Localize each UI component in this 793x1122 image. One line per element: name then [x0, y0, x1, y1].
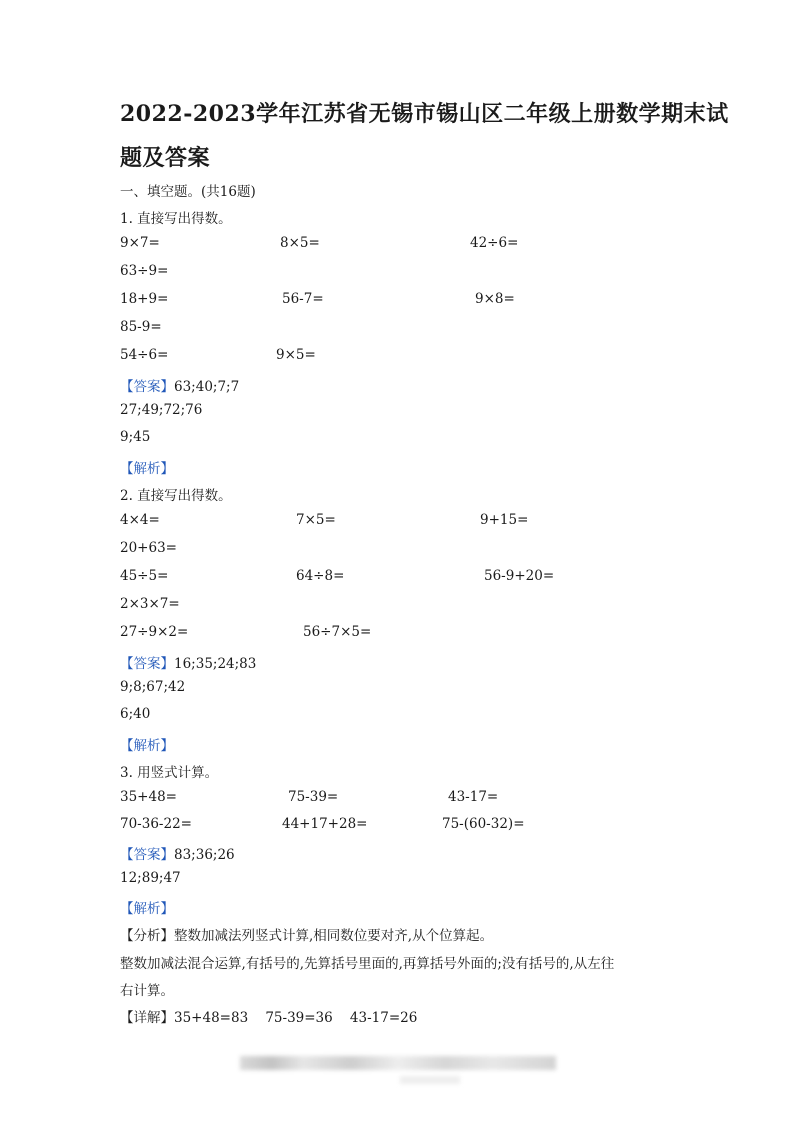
answer-tag: 【答案】 [120, 379, 174, 395]
q1-analysis-tag: 【解析】 [120, 461, 174, 477]
q1-expr: 9×8= [475, 291, 515, 307]
answer-tag: 【答案】 [120, 847, 174, 863]
q2-answer-cont: 9;8;67;42 [120, 679, 186, 695]
q3-prompt: 3. 用竖式计算。 [120, 765, 219, 781]
q3-expr: 75-(60-32)= [442, 816, 525, 832]
q1-expr: 8×5= [280, 235, 320, 251]
q1-answer [120, 375, 239, 395]
q1-expr: 63÷9= [120, 263, 169, 279]
q1-prompt: 1. 直接写出得数。 [120, 211, 232, 227]
q2-prompt: 2. 直接写出得数。 [120, 488, 232, 504]
answer-values: 83;36;26 [174, 847, 235, 863]
q3-rule-line-1: 整数加减法混合运算,有括号的,先算括号里面的,再算括号外面的;没有括号的,从左往 [120, 956, 615, 972]
detail-tag: 【详解】 [120, 1010, 174, 1026]
q2-analysis-tag: 【解析】 [120, 738, 174, 754]
q2-expr: 9+15= [480, 512, 529, 528]
answer-values: 16;35;24;83 [174, 656, 257, 672]
q2-expr: 27÷9×2= [120, 624, 189, 640]
q3-analysis-tag: 【解析】 [120, 901, 174, 917]
answer-values: 63;40;7;7 [174, 379, 240, 395]
q1-answer-cont: 27;49;72;76 [120, 402, 203, 418]
q3-expr: 75-39= [288, 789, 339, 805]
q3-expr: 43-17= [448, 789, 499, 805]
detail-values: 35+48=83 75-39=36 43-17=26 [174, 1010, 418, 1026]
q1-expr: 42÷6= [470, 235, 519, 251]
q1-expr: 9×5= [276, 347, 316, 363]
q1-expr: 18+9= [120, 291, 169, 307]
q2-expr: 64÷8= [296, 568, 345, 584]
q3-expr: 70-36-22= [120, 816, 192, 832]
q3-detail [120, 1006, 417, 1026]
q1-expr: 9×7= [120, 235, 160, 251]
q2-expr: 56÷7×5= [303, 624, 372, 640]
q2-answer-cont: 6;40 [120, 706, 151, 722]
q2-expr: 56-9+20= [484, 568, 555, 584]
answer-tag: 【答案】 [120, 656, 174, 672]
q2-answer [120, 652, 256, 672]
q3-rule-line-2: 右计算。 [120, 983, 174, 999]
q1-expr: 54÷6= [120, 347, 169, 363]
q2-expr: 20+63= [120, 540, 177, 556]
q1-expr: 85-9= [120, 319, 162, 335]
q2-expr: 4×4= [120, 512, 160, 528]
document-title-line-2: 题及答案 [120, 145, 211, 171]
section-heading: 一、填空题。(共16题) [120, 184, 256, 200]
q3-answer-cont: 12;89;47 [120, 870, 181, 886]
q3-expr: 35+48= [120, 789, 177, 805]
document-title-line-1: 2022-2023学年江苏省无锡市锡山区二年级上册数学期末试 [120, 101, 729, 127]
q2-expr: 2×3×7= [120, 596, 180, 612]
q2-expr: 45÷5= [120, 568, 169, 584]
q3-expr: 44+17+28= [282, 816, 368, 832]
q1-expr: 56-7= [282, 291, 324, 307]
blurred-footer-watermark-tail [400, 1076, 460, 1084]
blurred-footer-watermark [240, 1056, 556, 1070]
q3-answer [120, 843, 235, 863]
q3-fenxi: 【分析】整数加减法列竖式计算,相同数位要对齐,从个位算起。 [120, 928, 494, 944]
q2-expr: 7×5= [296, 512, 336, 528]
q1-answer-cont: 9;45 [120, 429, 151, 445]
